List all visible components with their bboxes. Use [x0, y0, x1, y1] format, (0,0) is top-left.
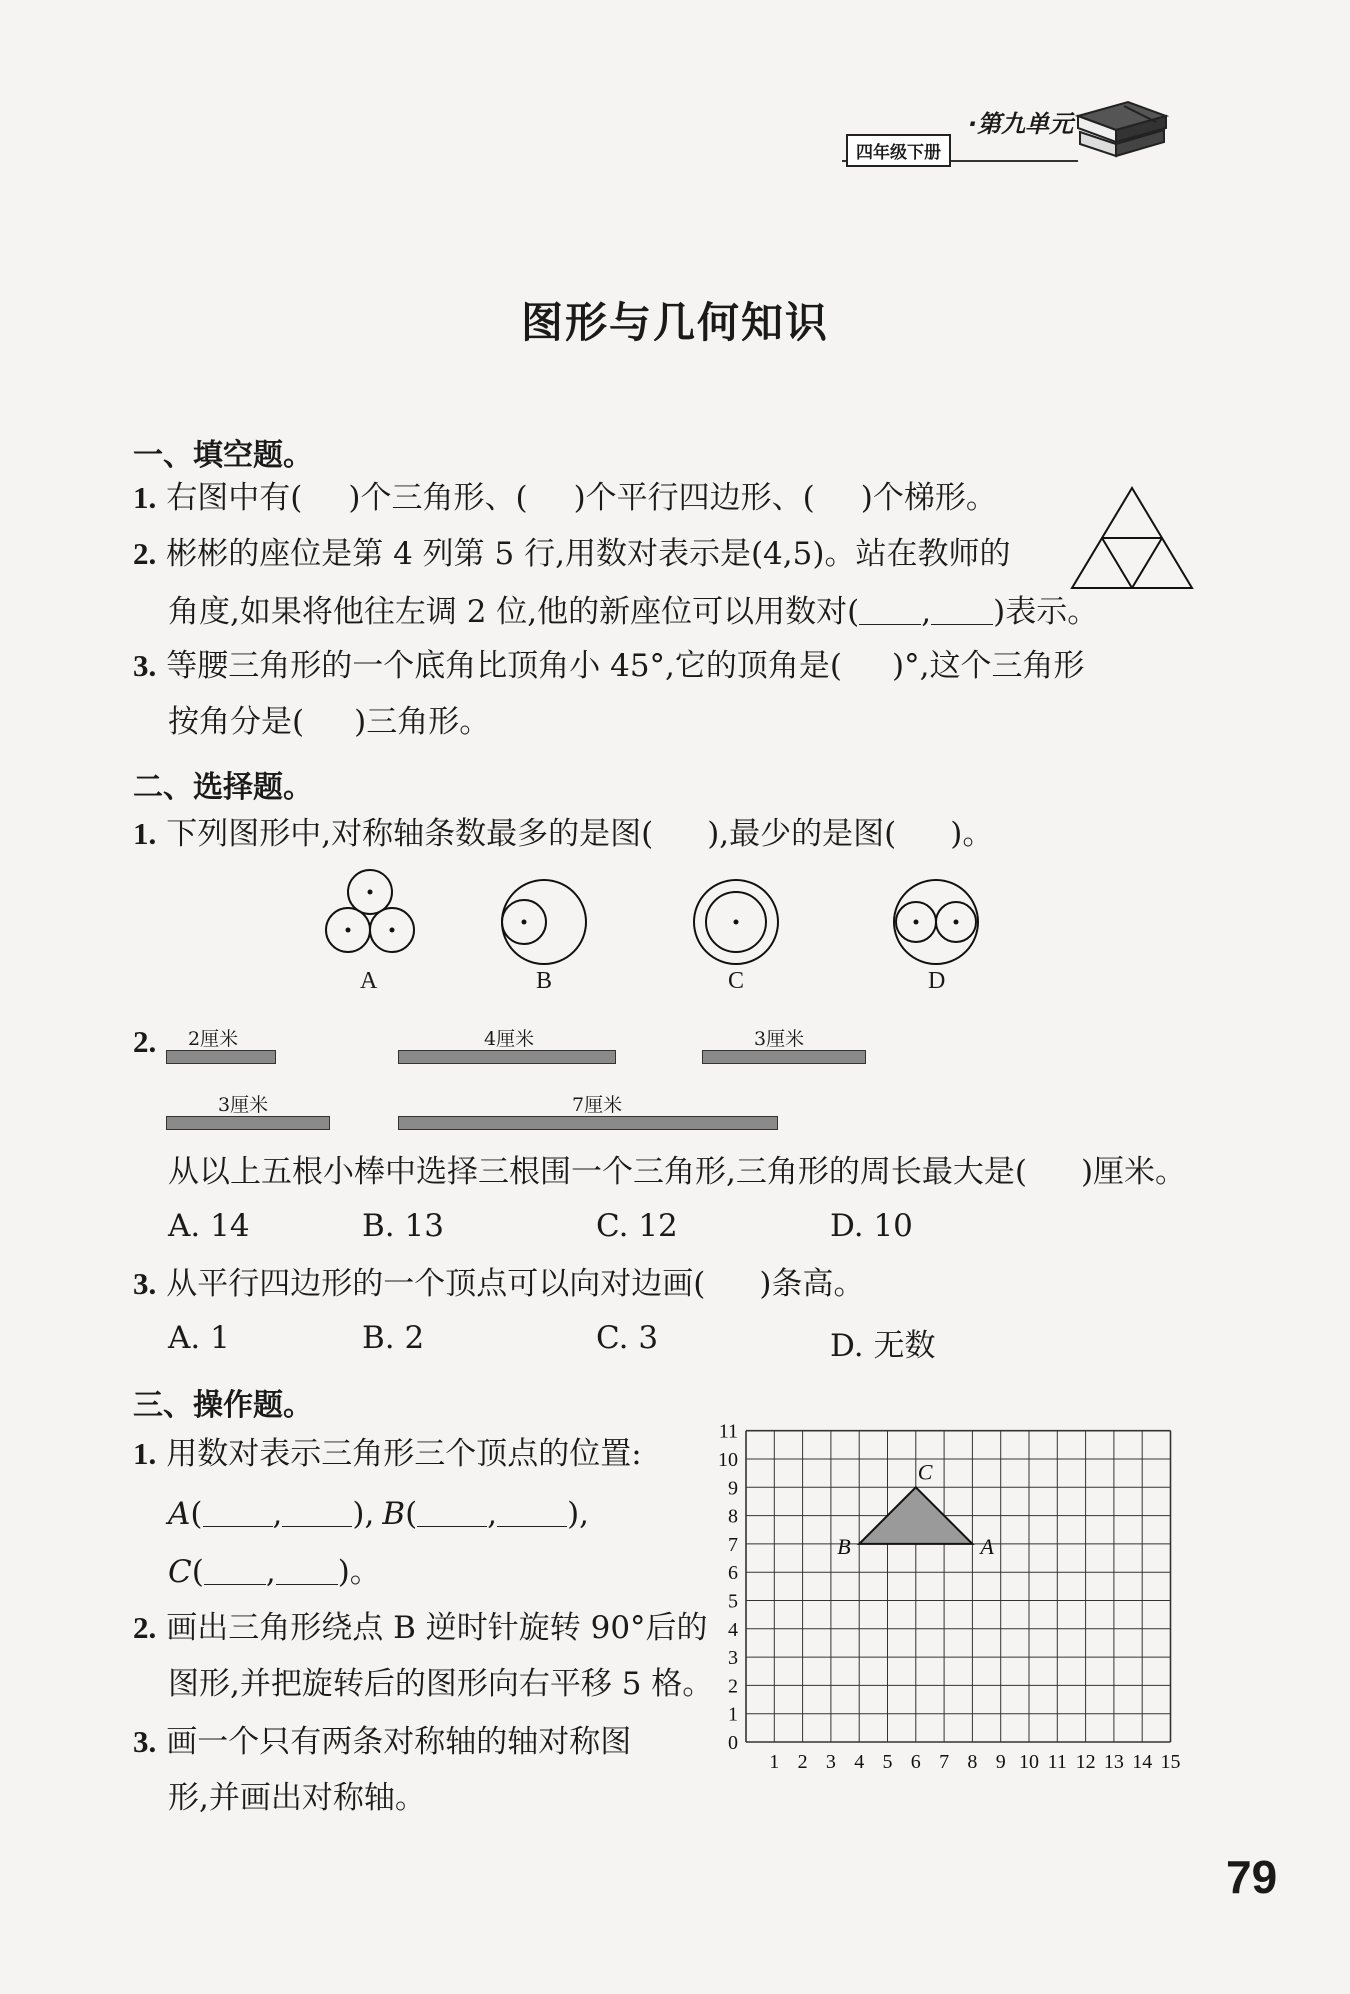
y-tick-label: 11 [718, 1420, 738, 1443]
q-text: 彬彬的座位是第 4 列第 5 行,用数对表示是(4,5)。站在教师的 [166, 536, 1011, 572]
question-3-1-line1 [133, 1434, 642, 1474]
q-text: 等腰三角形的一个底角比顶角小 45°,它的顶角是( [166, 648, 842, 684]
y-tick-label: 8 [728, 1505, 738, 1528]
option-b[interactable]: B. 2 [362, 1320, 425, 1356]
y-tick-label: 7 [728, 1533, 738, 1556]
q-text: ( [191, 1554, 204, 1591]
question-1-2-line1 [133, 534, 1010, 574]
question-3-3-line2 [168, 1778, 426, 1818]
q-text: ( [405, 1496, 418, 1533]
stick-label: 3厘米 [754, 1028, 805, 1050]
circle-figures [310, 866, 990, 976]
page-number: 79 [1226, 1851, 1278, 1903]
x-tick-label: 12 [1075, 1751, 1096, 1773]
stick-2cm [166, 1050, 276, 1064]
stick-label: 7厘米 [572, 1094, 623, 1116]
question-number: 2. [133, 1024, 157, 1059]
question-1-3-line2 [168, 702, 490, 742]
y-tick-label: 0 [728, 1732, 738, 1754]
vertex-label: B [837, 1533, 851, 1559]
q-text: , [487, 1496, 498, 1533]
q-text: 形,并画出对称轴。 [168, 1780, 426, 1816]
x-tick-label: 6 [910, 1751, 921, 1773]
option-a[interactable]: A. 14 [168, 1208, 250, 1244]
q-text: 用数对表示三角形三个顶点的位置: [166, 1436, 642, 1472]
x-tick-label: 3 [825, 1751, 836, 1773]
y-tick-label: 1 [728, 1703, 738, 1726]
q-text: 角度,如果将他往左调 2 位,他的新座位可以用数对( [168, 594, 860, 631]
x-tick-label: 13 [1103, 1751, 1124, 1773]
answer-blank[interactable] [859, 590, 921, 625]
answer-blank[interactable] [276, 1550, 338, 1585]
answer-blank[interactable] [931, 590, 993, 625]
question-1-3-line1 [133, 646, 1084, 686]
question-number: 2. [133, 1610, 157, 1645]
figure-label-a: A [360, 968, 378, 994]
figure-label-b: B [536, 968, 553, 994]
y-tick-label: 2 [728, 1675, 738, 1698]
stick-4cm [398, 1050, 616, 1064]
question-number: 3. [133, 1266, 157, 1301]
question-number: 3. [133, 648, 157, 683]
section-heading-operation: 三、操作题。 [133, 1388, 313, 1423]
q-text: )°,这个三角形 [892, 648, 1085, 684]
vertex-a-label: A [168, 1496, 191, 1533]
q-text: ),最少的是图( [707, 816, 897, 852]
option-b[interactable]: B. 13 [362, 1208, 444, 1244]
question-3-2-line2 [168, 1664, 713, 1704]
stick-label: 3厘米 [218, 1094, 269, 1116]
x-tick-label: 7 [939, 1751, 950, 1773]
x-tick-label: 11 [1047, 1751, 1067, 1773]
question-3-2-line1 [133, 1608, 708, 1648]
question-number: 2. [133, 536, 157, 571]
option-a[interactable]: A. 1 [168, 1320, 230, 1356]
option-c[interactable]: C. 3 [596, 1320, 659, 1356]
q-text: )厘米。 [1080, 1154, 1187, 1190]
y-tick-label: 3 [728, 1647, 738, 1670]
vertex-label: A [980, 1533, 994, 1559]
answer-blank[interactable] [282, 1492, 352, 1527]
stick-3cm [166, 1116, 330, 1130]
q-text: 按角分是( [168, 704, 305, 740]
stick-label: 4厘米 [484, 1028, 535, 1050]
q-text: 从平行四边形的一个顶点可以向对边画( [166, 1266, 706, 1302]
q-text: 画出三角形绕点 B 逆时针旋转 90°后的 [166, 1610, 708, 1646]
stick-7cm [398, 1116, 778, 1130]
question-3-1-line2 [168, 1492, 589, 1534]
x-tick-label: 9 [995, 1751, 1006, 1773]
answer-blank[interactable] [417, 1492, 487, 1527]
q-text: , [272, 1496, 283, 1533]
q-text: )三角形。 [354, 704, 491, 740]
q-text: )个梯形。 [860, 480, 997, 516]
question-2-2-text [168, 1152, 1186, 1192]
vertex-label: C [917, 1459, 933, 1485]
q-text: )个平行四边形、( [573, 480, 815, 516]
figure-label-d: D [928, 968, 946, 994]
vertex-b-label: B [382, 1496, 406, 1533]
page-title: 图形与几何知识 [520, 298, 829, 347]
section-heading-choice: 二、选择题。 [133, 770, 313, 805]
option-d[interactable]: D. 10 [830, 1208, 913, 1244]
q-text: 从以上五根小棒中选择三根围一个三角形,三角形的周长最大是( [168, 1154, 1027, 1190]
q-text: ), [567, 1496, 590, 1533]
unit-header [836, 98, 1176, 170]
question-2-2-number [133, 1022, 166, 1062]
q-text: , [921, 594, 932, 631]
y-tick-label: 6 [728, 1562, 738, 1585]
question-number: 1. [133, 480, 157, 515]
question-3-3-line1 [133, 1722, 631, 1762]
x-tick-label: 14 [1132, 1751, 1153, 1773]
x-tick-label: 15 [1160, 1751, 1180, 1773]
q-text: , [265, 1554, 276, 1591]
option-c[interactable]: C. 12 [596, 1208, 678, 1244]
stick-label: 2厘米 [188, 1028, 239, 1050]
q-text: 图形,并把旋转后的图形向右平移 5 格。 [168, 1666, 714, 1702]
x-tick-label: 1 [769, 1751, 780, 1773]
x-tick-label: 5 [882, 1751, 893, 1773]
question-number: 1. [133, 816, 157, 851]
figure-label-c: C [728, 968, 745, 994]
question-3-1-line3 [168, 1550, 381, 1592]
q-text: )表示。 [993, 594, 1099, 631]
x-tick-label: 4 [854, 1751, 865, 1773]
vertex-c-label: C [168, 1554, 192, 1591]
question-number: 1. [133, 1436, 157, 1471]
y-tick-label: 4 [728, 1618, 738, 1641]
q-text: 画一个只有两条对称轴的轴对称图 [166, 1724, 632, 1760]
answer-blank[interactable] [204, 1550, 266, 1585]
x-tick-label: 8 [967, 1751, 978, 1773]
answer-blank[interactable] [203, 1492, 273, 1527]
answer-blank[interactable] [497, 1492, 567, 1527]
y-tick-label: 10 [718, 1449, 738, 1471]
q-text: )。 [337, 1554, 381, 1591]
q-text: )个三角形、( [348, 480, 528, 516]
q-text: ), [352, 1496, 375, 1533]
y-tick-label: 9 [728, 1477, 738, 1500]
question-1-2-line2 [168, 590, 1098, 632]
q-text: 右图中有( [166, 480, 303, 516]
question-1-1 [133, 478, 997, 518]
books-icon [1072, 98, 1172, 168]
x-tick-label: 10 [1019, 1751, 1039, 1773]
grade-label: 四年级下册 [846, 134, 951, 167]
x-tick-label: 2 [797, 1751, 808, 1773]
y-tick-label: 5 [728, 1590, 738, 1613]
question-2-3 [133, 1264, 864, 1304]
question-2-1 [133, 814, 993, 854]
coordinate-grid[interactable] [700, 1400, 1180, 1780]
q-text: 下列图形中,对称轴条数最多的是图( [166, 816, 654, 852]
unit-label: ·第九单元 [968, 110, 1074, 138]
question-number: 3. [133, 1724, 157, 1759]
section-heading-fill: 一、填空题。 [133, 438, 313, 473]
stick-3cm [702, 1050, 866, 1064]
q-text: )条高。 [759, 1266, 865, 1302]
option-d[interactable]: D. 无数 [830, 1328, 936, 1364]
q-text: )。 [950, 816, 994, 852]
triangle-figure [1066, 484, 1198, 592]
q-text: ( [190, 1496, 203, 1533]
